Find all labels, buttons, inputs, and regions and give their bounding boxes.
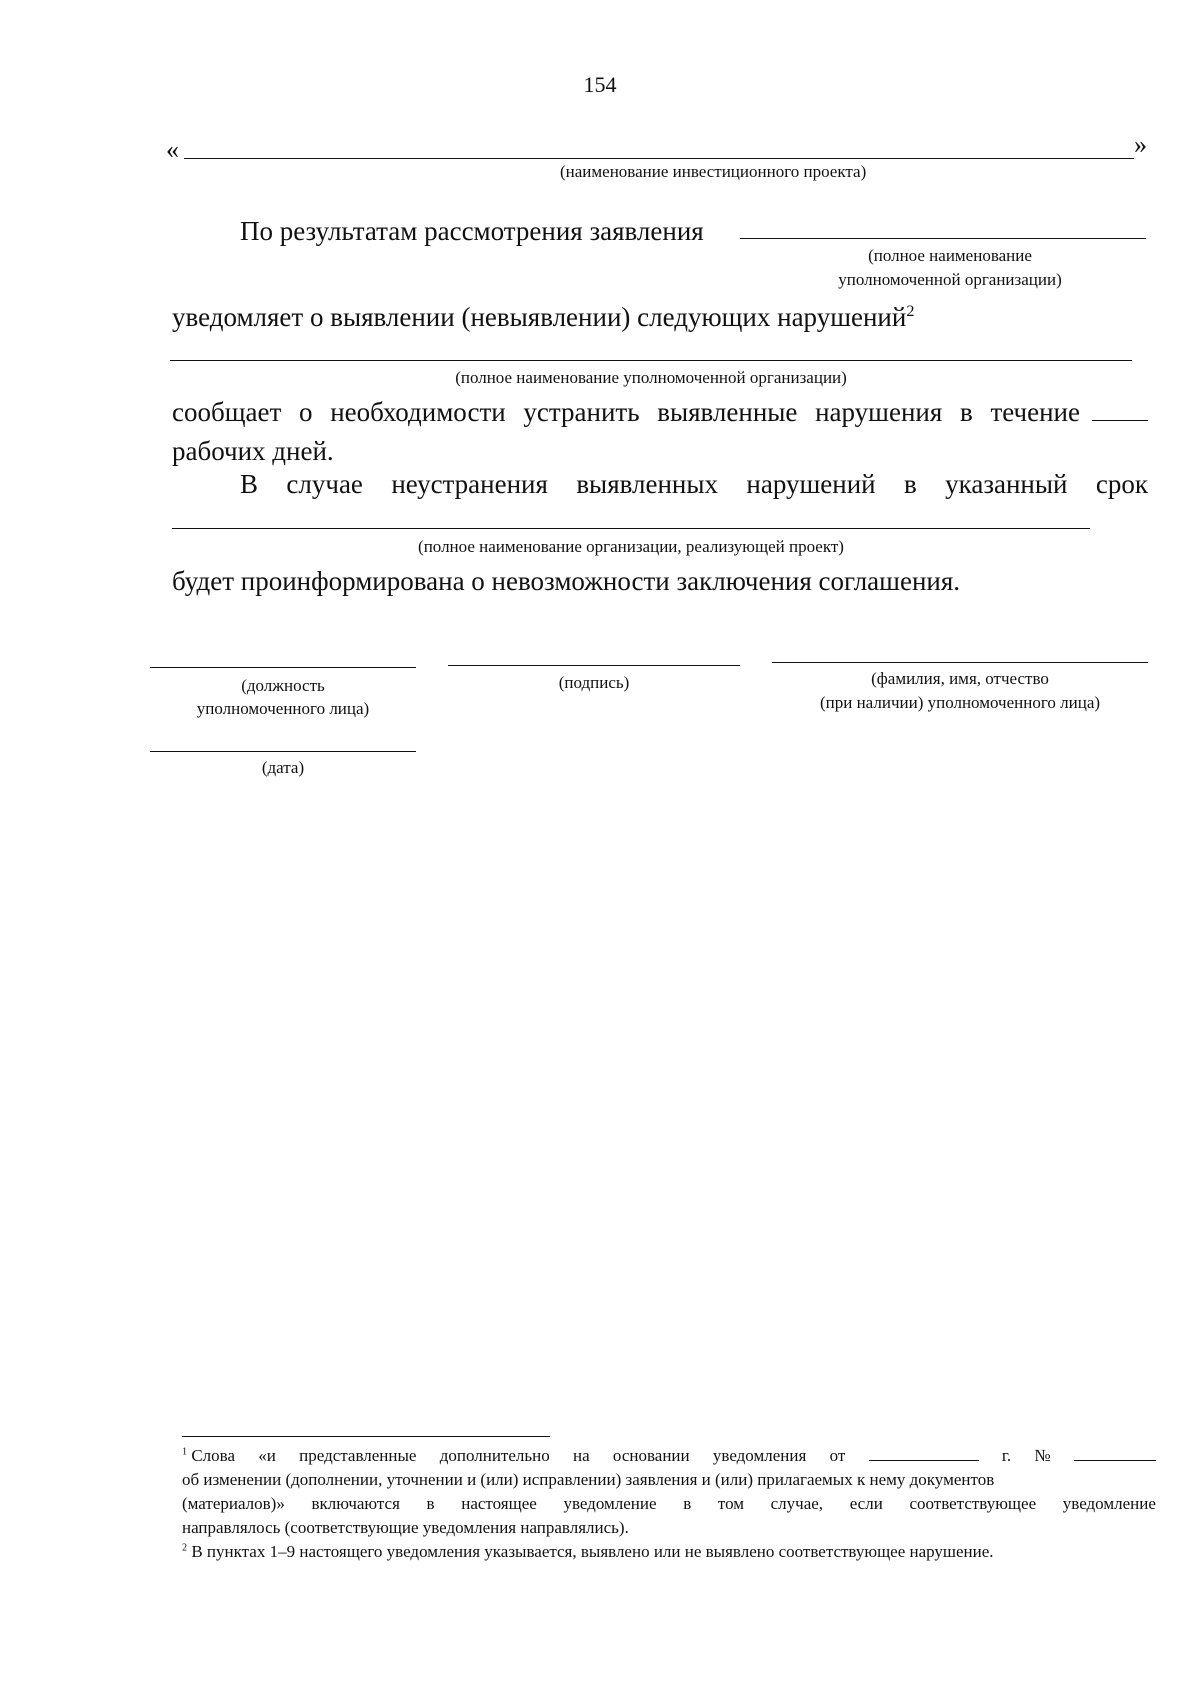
notice-number-blank[interactable]	[1074, 1444, 1156, 1461]
para2-text	[172, 302, 914, 333]
project-open-quote: «	[166, 135, 179, 164]
footnote-1-line-1: $^1$ Слова «и представленные дополнительно на основании уведомления от г. №	[182, 1444, 1156, 1468]
full-name-blank[interactable]	[772, 662, 1148, 663]
project-name-caption: (наименование инвестиционного проекта)	[560, 162, 867, 181]
para3-line2: рабочих дней.	[172, 436, 334, 466]
date-caption: (дата)	[261, 758, 305, 777]
days-blank[interactable]	[1092, 420, 1148, 421]
footnote-1	[182, 1444, 1156, 1564]
page-number: 154	[583, 72, 617, 97]
violations-blank[interactable]	[170, 360, 1132, 361]
project-close-quote: »	[1134, 130, 1147, 159]
signature-blank[interactable]	[448, 665, 740, 666]
implementing-org-caption: (полное наименование организации, реализующей проект)	[418, 537, 844, 556]
footnote-ref-2: 2	[906, 302, 915, 320]
date-blank[interactable]	[150, 751, 416, 752]
position-blank[interactable]	[150, 667, 416, 668]
full-name-caption-1: (фамилия, имя, отчество	[871, 669, 1049, 688]
footnote-2-mark: 2	[182, 1542, 188, 1554]
implementing-org-blank[interactable]	[172, 528, 1090, 529]
footnote-1-line-3: (материалов)» включаются в настоящее уведомление в том случае, если соответствующее уведомление	[182, 1494, 1156, 1513]
signature-caption: (подпись)	[558, 673, 630, 692]
violations-caption: (полное наименование уполномоченной организации)	[455, 368, 847, 387]
authorized-org-caption-2: уполномоченной организации)	[838, 270, 1062, 289]
footnote-2-text: В пунктах 1–9 настоящего уведомления указывается, выявлено или не выявлено соответствующее нарушение.	[191, 1542, 994, 1561]
footnote-2	[182, 1540, 1156, 1564]
project-name-blank[interactable]	[184, 158, 1134, 159]
para4-line3: будет проинформирована о невозможности заключения соглашения.	[172, 566, 961, 596]
footnote-1-line-2: об изменении (дополнении, уточнении и (или) исправлении) заявления и (или) прилагаемых к нему документов	[182, 1470, 995, 1489]
authorized-org-blank-1[interactable]	[740, 238, 1146, 239]
para2-main-text: уведомляет о выявлении (невыявлении) следующих нарушений	[172, 302, 907, 332]
position-caption-2: уполномоченного лица)	[196, 699, 370, 718]
position-caption-1: (должность	[241, 676, 325, 695]
para4-line1: В случае неустранения выявленных нарушений в указанный срок	[240, 469, 1148, 499]
footnote-separator	[182, 1436, 550, 1437]
notice-date-blank[interactable]	[869, 1444, 979, 1461]
footnote-1-line-4: направлялось (соответствующие уведомления направлялись).	[182, 1518, 629, 1537]
para1-text: По результатам рассмотрения заявления	[240, 216, 704, 246]
footnote-1-mark: 1	[182, 1446, 188, 1458]
full-name-caption-2: (при наличии) уполномоченного лица)	[819, 693, 1101, 712]
para3-line1: сообщает о необходимости устранить выявленные нарушения в течение	[172, 397, 1080, 427]
authorized-org-caption-1: (полное наименование	[868, 246, 1032, 265]
